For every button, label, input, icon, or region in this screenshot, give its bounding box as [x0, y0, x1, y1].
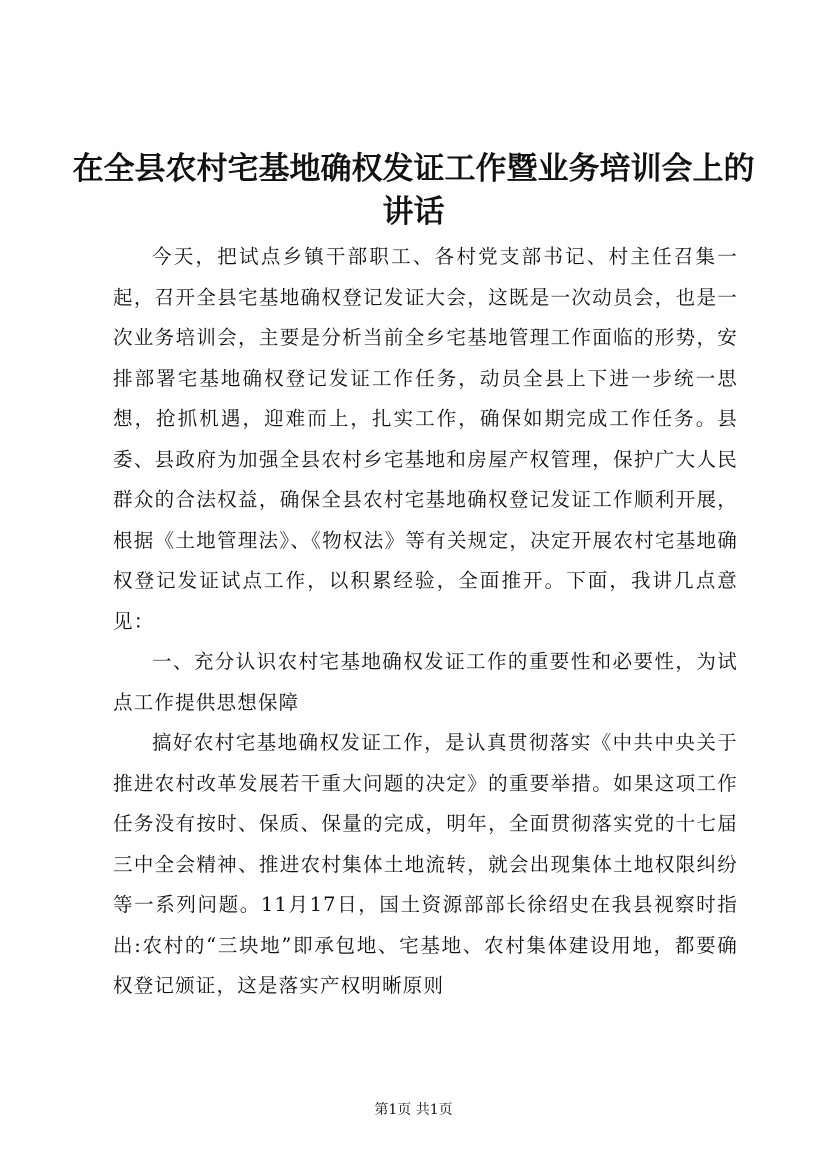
document-body — [113, 237, 738, 1007]
paragraph-intro: 今天，把试点乡镇干部职工、各村党支部书记、村主任召集一起，召开全县宅基地确权登记发证大会，这既是一次动员会，也是一次业务培训会，主要是分析当前全乡宅基地管理工作面临的形势，安排部署宅基地确权登记发证工作任务，动员全县上下进一步统一思想，抢抓机遇，迎难而上，扎实工作，确保如期完成工作任务。县委、县政府为加强全县农村乡宅基地和房屋产权管理，保护广大人民群众的合法权益，确保全县农村宅基地确权登记发证工作顺利开展，根据《土地管理法》、《物权法》等有关规定，决定开展农村宅基地确权登记发证试点工作，以积累经验，全面推开。下面，我讲几点意见： — [113, 245, 738, 633]
section-heading-1: 一、充分认识农村宅基地确权发证工作的重要性和必要性，为试点工作提供思想保障 — [113, 650, 738, 714]
document-title: 在全县农村宅基地确权发证工作暨业务培训会上的讲话 — [72, 151, 755, 230]
paragraph-section-1: 搞好农村宅基地确权发证工作，是认真贯彻落实《中共中央关于推进农村改革发展若干重大问题的决定》的重要举措。如果这项工作任务没有按时、保质、保量的完成，明年，全面贯彻落实党的十七届三中全会精神、推进农村集体土地流转，就会出现集体土地权限纠纷等一系列问题。11月17日，国土资源部部长徐绍史在我县视察时指出:农村的“三块地”即承包地、宅基地、农村集体建设用地，都要确权登记颁证，这是落实产权明晰原则 — [113, 731, 738, 997]
page-number-footer: 第1页 共1页 — [374, 1102, 453, 1118]
